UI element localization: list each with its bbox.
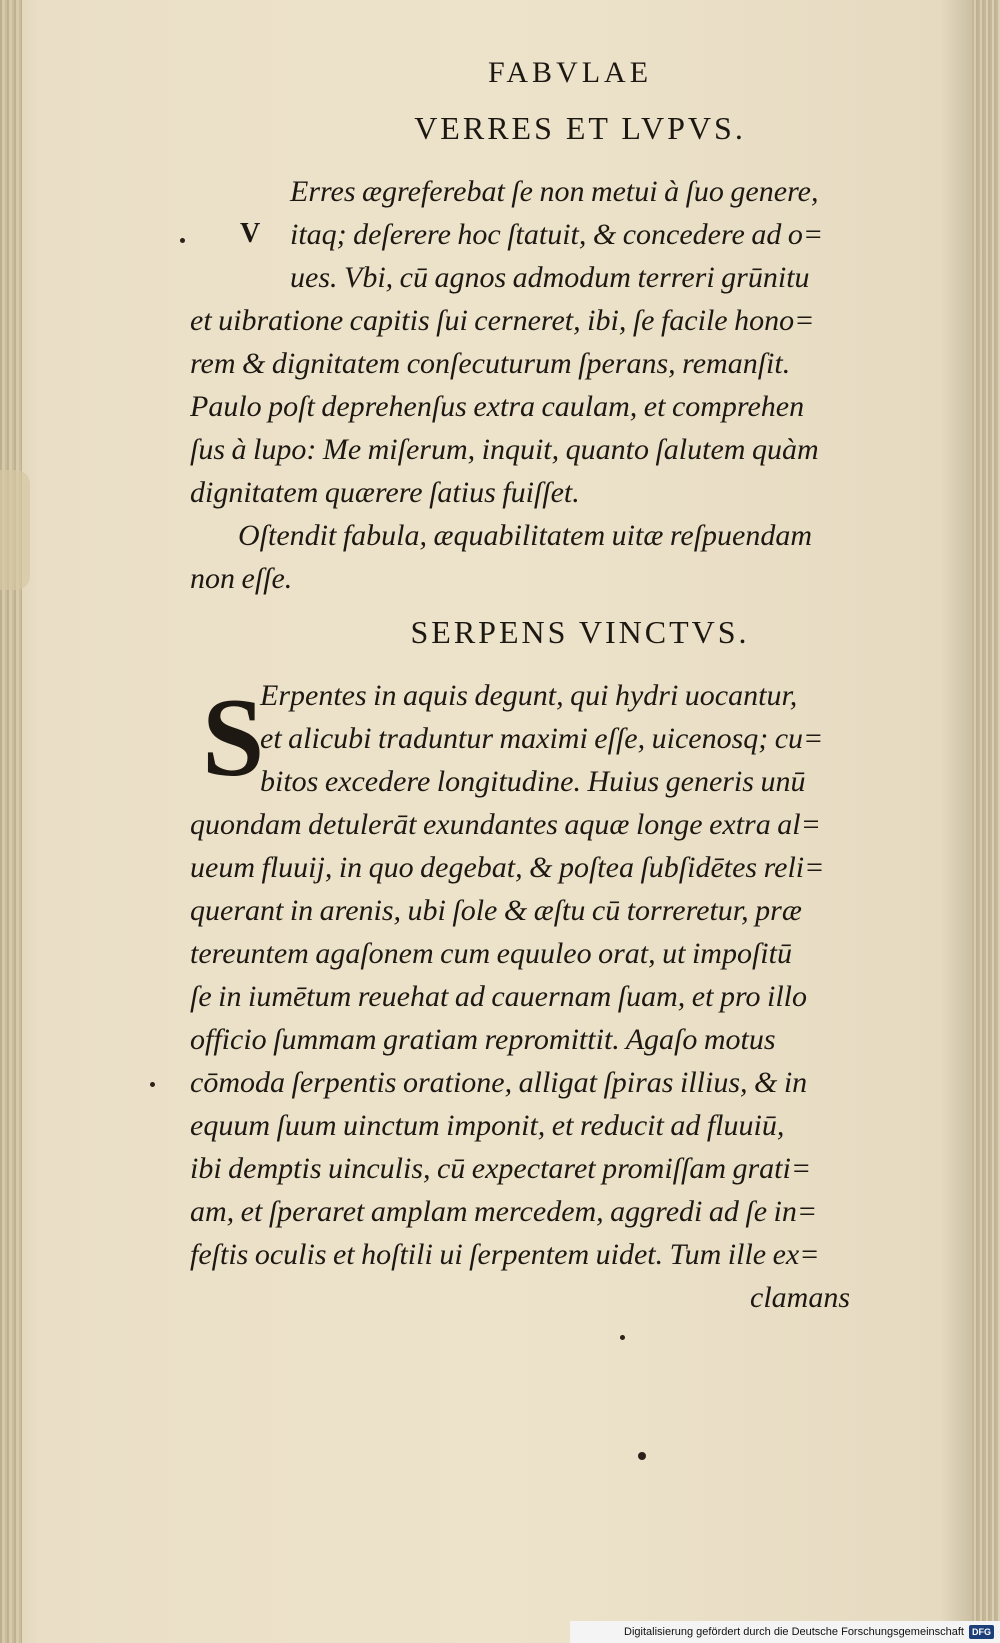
fable2-line: bitos excedere longitudine. Huius generis unū [260,765,806,798]
fable1-line: Paulo poſt deprehenſus extra caulam, et comprehen [190,390,805,423]
fable2-line: tereuntem agaſonem cum equuleo orat, ut impoſitū [190,937,792,970]
fable2-title: SERPENS VINCTVS. [410,614,750,650]
page-text-block [190,40,910,1319]
ink-speck [638,1452,646,1460]
fable2-line: quondam detulerāt exundantes aquæ longe extra al= [190,808,821,841]
fable1-line: dignitatem quærere ſatius fuiſſet. [190,476,580,509]
fable1-line: ſus à lupo: Me miſerum, inquit, quanto ſalutem quàm [190,433,819,466]
fable2-line: cōmoda ſerpentis oratione, alligat ſpiras illius, & in [190,1066,808,1099]
fable2-line: equum ſuum uinctum imponit, et reducit ad fluuiū, [190,1109,785,1142]
running-head: FABVLAE [487,56,653,89]
paper-tab-mark [0,470,30,590]
fable2-line: officio ſummam gratiam repromittit. Agaſo motus [190,1023,776,1056]
fable1-moral-line: Oſtendit fabula, æquabilitatem uitæ reſpuendam [238,519,813,552]
fable1-line: rem & dignitatem conſecuturum ſperans, remanſit. [190,347,791,380]
fable1-line: et uibratione capitis ſui cerneret, ibi, ſe facile hono= [190,304,815,337]
fable2-line: am, et ſperaret amplam mercedem, aggredi ad ſe in= [190,1195,818,1228]
fable1-line: itaq; deſerere hoc ſtatuit, & concedere ad o= [290,218,824,251]
catchword: clamans [750,1281,850,1314]
ink-speck [180,238,185,243]
fable1-line: ues. Vbi, cū agnos admodum terreri grūnitu [290,261,810,294]
fable1-line: Erres ægreferebat ſe non metui à ſuo genere, [290,175,819,208]
fable2-line: ueum fluuij, in quo degebat, & poſtea ſubſidētes reli= [190,851,825,884]
fable2-line: et alicubi traduntur maximi eſſe, uicenosq; cu= [260,722,824,755]
right-page-edges [972,0,1000,1643]
fable2-line: ſe in iumētum reuehat ad cauernam ſuam, et pro illo [190,980,808,1013]
fable2-body [190,674,910,1319]
fable1-body [190,170,910,600]
fable2-line: querant in arenis, ubi ſole & æſtu cū torreretur, præ [190,894,802,927]
ink-speck [150,1082,155,1087]
footer-text: Digitalisierung gefördert durch die Deutsche Forschungsgemeinschaft [624,1626,964,1638]
fable2-initial: S [202,676,265,800]
fable2-line: ibi demptis uinculis, cū expectaret promiſſam grati= [190,1152,812,1185]
ink-speck [620,1335,625,1340]
fable2-line: Erpentes in aquis degunt, qui hydri uocantur, [260,679,798,712]
dfg-logo: DFG [969,1625,994,1639]
fable1-moral-line: non eſſe. [190,562,293,595]
digitization-footer [570,1621,1000,1643]
fable2-line: feſtis oculis et hoſtili ui ſerpentem uidet. Tum ille ex= [190,1238,820,1271]
fable1-title: VERRES ET LVPVS. [414,110,746,146]
fable1-initial: V [240,218,261,249]
left-page-edges [0,0,22,1643]
